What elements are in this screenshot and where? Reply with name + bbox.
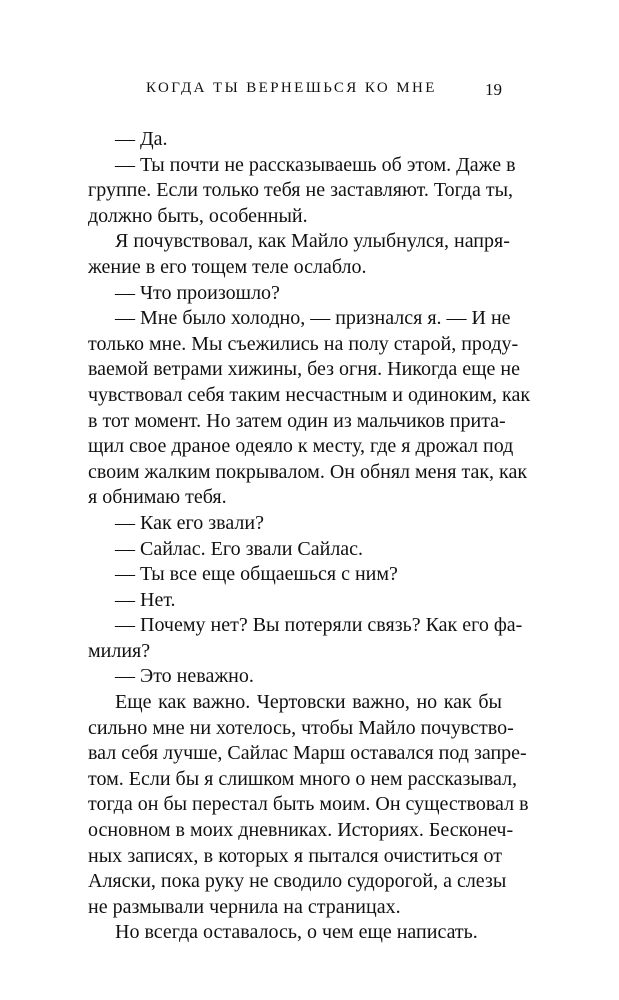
text-line: вал себя лучше, Сайлас Марш оставался под запре- bbox=[88, 742, 527, 765]
text-line: не размывали чернила на страницах. bbox=[88, 895, 401, 918]
body-text bbox=[88, 127, 531, 946]
text-line: Я почувствовал, как Майло улыбнулся, напря- bbox=[115, 230, 510, 253]
text-line: — Ты почти не рассказываешь об этом. Даже в bbox=[115, 153, 516, 176]
text-line: в тот момент. Но затем один из мальчиков прита- bbox=[88, 409, 506, 432]
text-line: — Мне было холодно, — признался я. — И не bbox=[115, 307, 511, 330]
text-line: — Да. bbox=[115, 128, 168, 150]
text-line: том. Если бы я слишком много о нем рассказывал, bbox=[88, 767, 518, 790]
running-header bbox=[88, 80, 502, 104]
text-line: — Сайлас. Его звали Сайлас. bbox=[115, 537, 364, 560]
text-line: группе. Если только тебя не заставляют. Тогда ты, bbox=[88, 179, 514, 202]
text-line: я обнимаю тебя. bbox=[88, 486, 227, 509]
text-line: ваемой ветрами хижины, без огня. Никогда еще не bbox=[88, 358, 520, 381]
text-line: Еще как важно. Чертовски важно, но как бы bbox=[115, 691, 502, 714]
text-line: — Нет. bbox=[115, 588, 176, 611]
running-title: КОГДА ТЫ ВЕРНЕШЬСЯ КО МНЕ bbox=[146, 80, 437, 96]
text-line: Аляски, пока руку не сводило судорогой, а слезы bbox=[88, 870, 507, 893]
text-line: своим жалким покрывалом. Он обнял меня так, как bbox=[88, 460, 528, 483]
text-line: должно быть, особенный. bbox=[88, 204, 308, 227]
text-line: милия? bbox=[88, 639, 151, 662]
text-line: Но всегда оставалось, о чем еще написать. bbox=[115, 921, 478, 944]
text-line: чувствовал себя таким несчастным и одиноким, как bbox=[88, 383, 531, 406]
text-line: — Почему нет? Вы потеряли связь? Как его фа- bbox=[115, 614, 523, 637]
text-line: — Это неважно. bbox=[115, 665, 254, 688]
text-line: сильно мне ни хотелось, чтобы Майло почувство- bbox=[88, 716, 514, 739]
text-line: щил свое драное одеяло к месту, где я дрожал под bbox=[88, 435, 514, 458]
text-line: жение в его тощем теле ослабло. bbox=[88, 255, 367, 278]
page-number: 19 bbox=[485, 80, 502, 99]
text-line: — Как его звали? bbox=[115, 511, 264, 534]
text-line: ных записях, в которых я пытался очиститься от bbox=[88, 844, 502, 867]
text-line: только мне. Мы съежились на полу старой, проду- bbox=[88, 332, 519, 355]
text-line: тогда он бы перестал быть моим. Он существовал в bbox=[88, 793, 529, 816]
text-line: основном в моих дневниках. Историях. Бесконеч- bbox=[88, 819, 514, 842]
text-line: — Ты все еще общаешься с ним? bbox=[115, 563, 398, 586]
text-line: — Что произошло? bbox=[115, 281, 280, 304]
